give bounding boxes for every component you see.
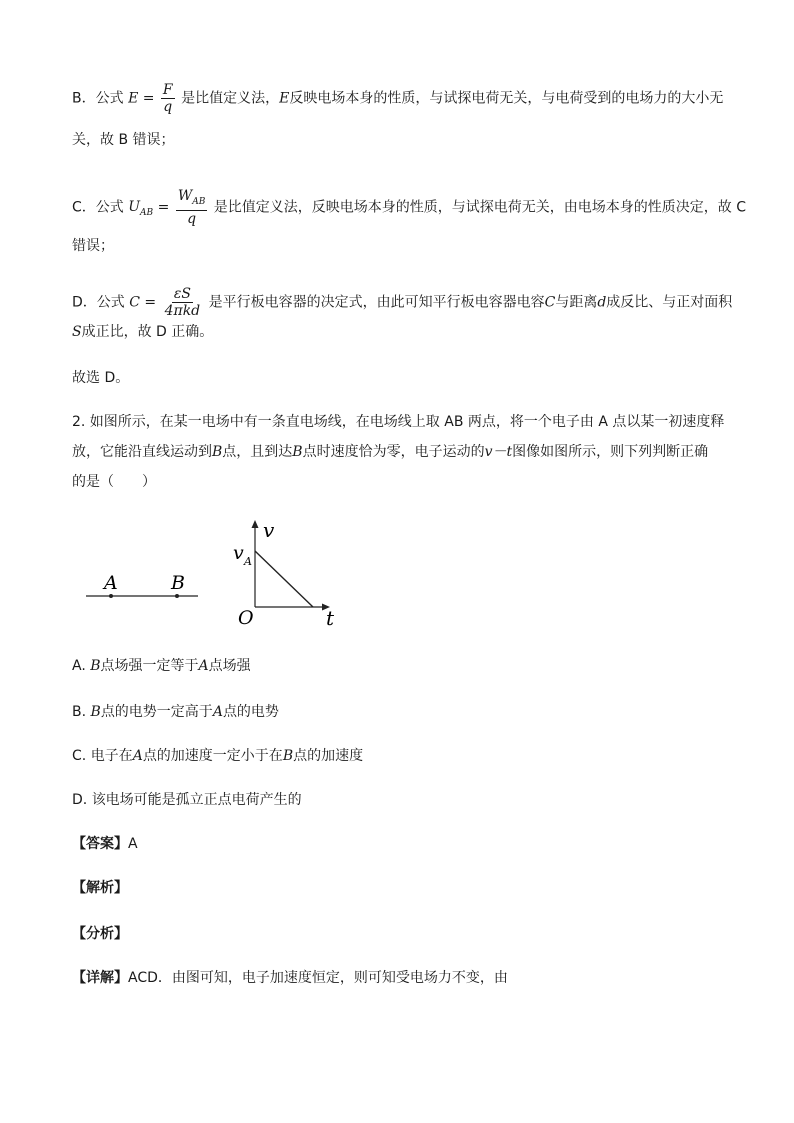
choice-d: [72, 790, 302, 810]
choice-d-t0: 该电场可能是孤立正点电荷产生的: [91, 792, 302, 808]
detail-tag: 【详解】: [72, 970, 128, 986]
choice-b-t2: 点的电势: [222, 704, 279, 720]
choice-c-t2: 点的加速度: [293, 748, 364, 764]
choice-a-sym2: A: [198, 658, 209, 674]
fraction-numerator: F: [162, 82, 173, 98]
choice-c-label: C.: [72, 748, 87, 764]
t-axis-label: t: [326, 606, 335, 630]
choice-b-t1: 点的电势一定高于: [100, 704, 213, 720]
fenxi-tag: 【分析】: [72, 926, 128, 942]
choice-c: [72, 746, 363, 766]
formula-e-fraction: [161, 82, 175, 115]
choice-c-t1: 点的加速度一定小于在: [142, 748, 283, 764]
option-d-text3: 成反比、与正对面积: [606, 294, 733, 311]
q-line2-g: 图像如图所示，则下列判断正确: [512, 444, 709, 460]
point-b-dot: [175, 594, 179, 598]
option-d-line2-text: 成正比，故 D 正确。: [81, 324, 214, 340]
detail-text: ACD．由图可知，电子加速度恒定，则可知受电场力不变，由: [128, 970, 508, 986]
formula-e-lhs: E =: [128, 90, 155, 107]
fraction-denominator: q: [187, 210, 197, 227]
option-d-text2: 与距离: [555, 294, 598, 311]
choice-b-sym1: B: [90, 704, 101, 720]
choice-a: [72, 656, 251, 676]
fraction-denominator: 4πkd: [164, 303, 201, 319]
answer-value: A: [128, 836, 138, 852]
option-d-text1: 是平行板电容器的决定式，由此可知平行板电容器电容: [208, 294, 545, 311]
option-d-explanation-line2: [72, 322, 213, 342]
va-sub-label: A: [244, 555, 252, 568]
fraction-numerator: [176, 188, 208, 211]
v-axis-arrow: [252, 520, 259, 528]
choice-b: [72, 702, 279, 722]
u-sub: AB: [140, 208, 154, 219]
choice-a-label: A.: [72, 658, 86, 674]
option-b-explanation-line2: 关，故 B 错误；: [72, 132, 175, 148]
formula-u-lhs: [128, 199, 154, 219]
choice-b-sym2: A: [212, 704, 223, 720]
symbol-d: d: [597, 294, 607, 311]
choice-c-sym1: A: [132, 748, 143, 764]
point-a-label: A: [104, 572, 118, 594]
origin-label: O: [238, 607, 254, 629]
vt-line: [255, 551, 313, 607]
point-b-label: B: [171, 572, 185, 594]
symbol-s: S: [72, 324, 82, 340]
question-figure: [80, 515, 350, 635]
answer-line: [72, 834, 138, 854]
q-line2-e: 点时速度恰为零，电子运动的: [302, 444, 485, 460]
option-b-prefix: B．公式: [72, 90, 124, 107]
choice-c-sym2: B: [282, 748, 294, 764]
option-b-explanation-line1: [72, 82, 723, 115]
option-c-text1: 是比值定义法，反映电场本身的性质，与试探电荷无关，由电场本身的性质决定，故 C: [213, 199, 747, 216]
u-main: U: [128, 199, 141, 216]
q-line2-a: 放，它能沿直线运动到: [72, 444, 212, 460]
detail-line: [72, 968, 508, 988]
option-d-explanation-line1: [72, 286, 732, 319]
w-sub: AB: [192, 196, 206, 207]
answer-tag: 【答案】: [72, 836, 128, 852]
choice-a-t1: 点场强一定等于: [100, 658, 199, 674]
choice-d-label: D.: [72, 792, 88, 808]
option-c-explanation-line1: [72, 188, 746, 227]
va-main-label: v: [233, 542, 244, 564]
option-c-prefix: C．公式: [72, 199, 124, 216]
option-d-prefix: D．公式: [72, 294, 125, 311]
choice-c-t0: 电子在: [90, 748, 133, 764]
question-line3: 的是（ ）: [72, 474, 156, 490]
symbol-e: E: [279, 90, 290, 107]
choice-a-sym1: B: [90, 658, 101, 674]
conclusion: 故选 D。: [72, 370, 130, 386]
v-axis-label: v: [263, 518, 275, 542]
formula-u-fraction: [176, 188, 208, 227]
q-sym-b2: B: [292, 444, 303, 460]
option-b-text2: 反映电场本身的性质，与试探电荷无关，与电荷受到的电场力的大小无: [289, 90, 724, 107]
option-b-text1: 是比值定义法，: [181, 90, 280, 107]
question-line1: 2. 如图所示，在某一电场中有一条直电场线，在电场线上取 AB 两点，将一个电子由 A 点以某一初速度释: [72, 414, 725, 430]
question-line2: [72, 442, 708, 462]
analysis-tag: 【解析】: [72, 880, 128, 896]
choice-b-label: B.: [72, 704, 87, 720]
q-sym-b1: B: [212, 444, 223, 460]
option-c-explanation-line2: 错误；: [72, 238, 114, 254]
w-main: W: [177, 188, 193, 204]
q-line2-c: 点，且到达: [222, 444, 293, 460]
symbol-c: C: [544, 294, 556, 311]
formula-c-fraction: [163, 286, 203, 319]
fraction-numerator: εS: [173, 286, 191, 302]
q-sym-vt: v－t: [484, 444, 513, 460]
fraction-denominator: q: [163, 99, 173, 115]
choice-a-t2: 点场强: [208, 658, 251, 674]
point-a-dot: [109, 594, 113, 598]
equals-sign: =: [157, 199, 170, 216]
formula-c-lhs: C =: [129, 294, 157, 311]
